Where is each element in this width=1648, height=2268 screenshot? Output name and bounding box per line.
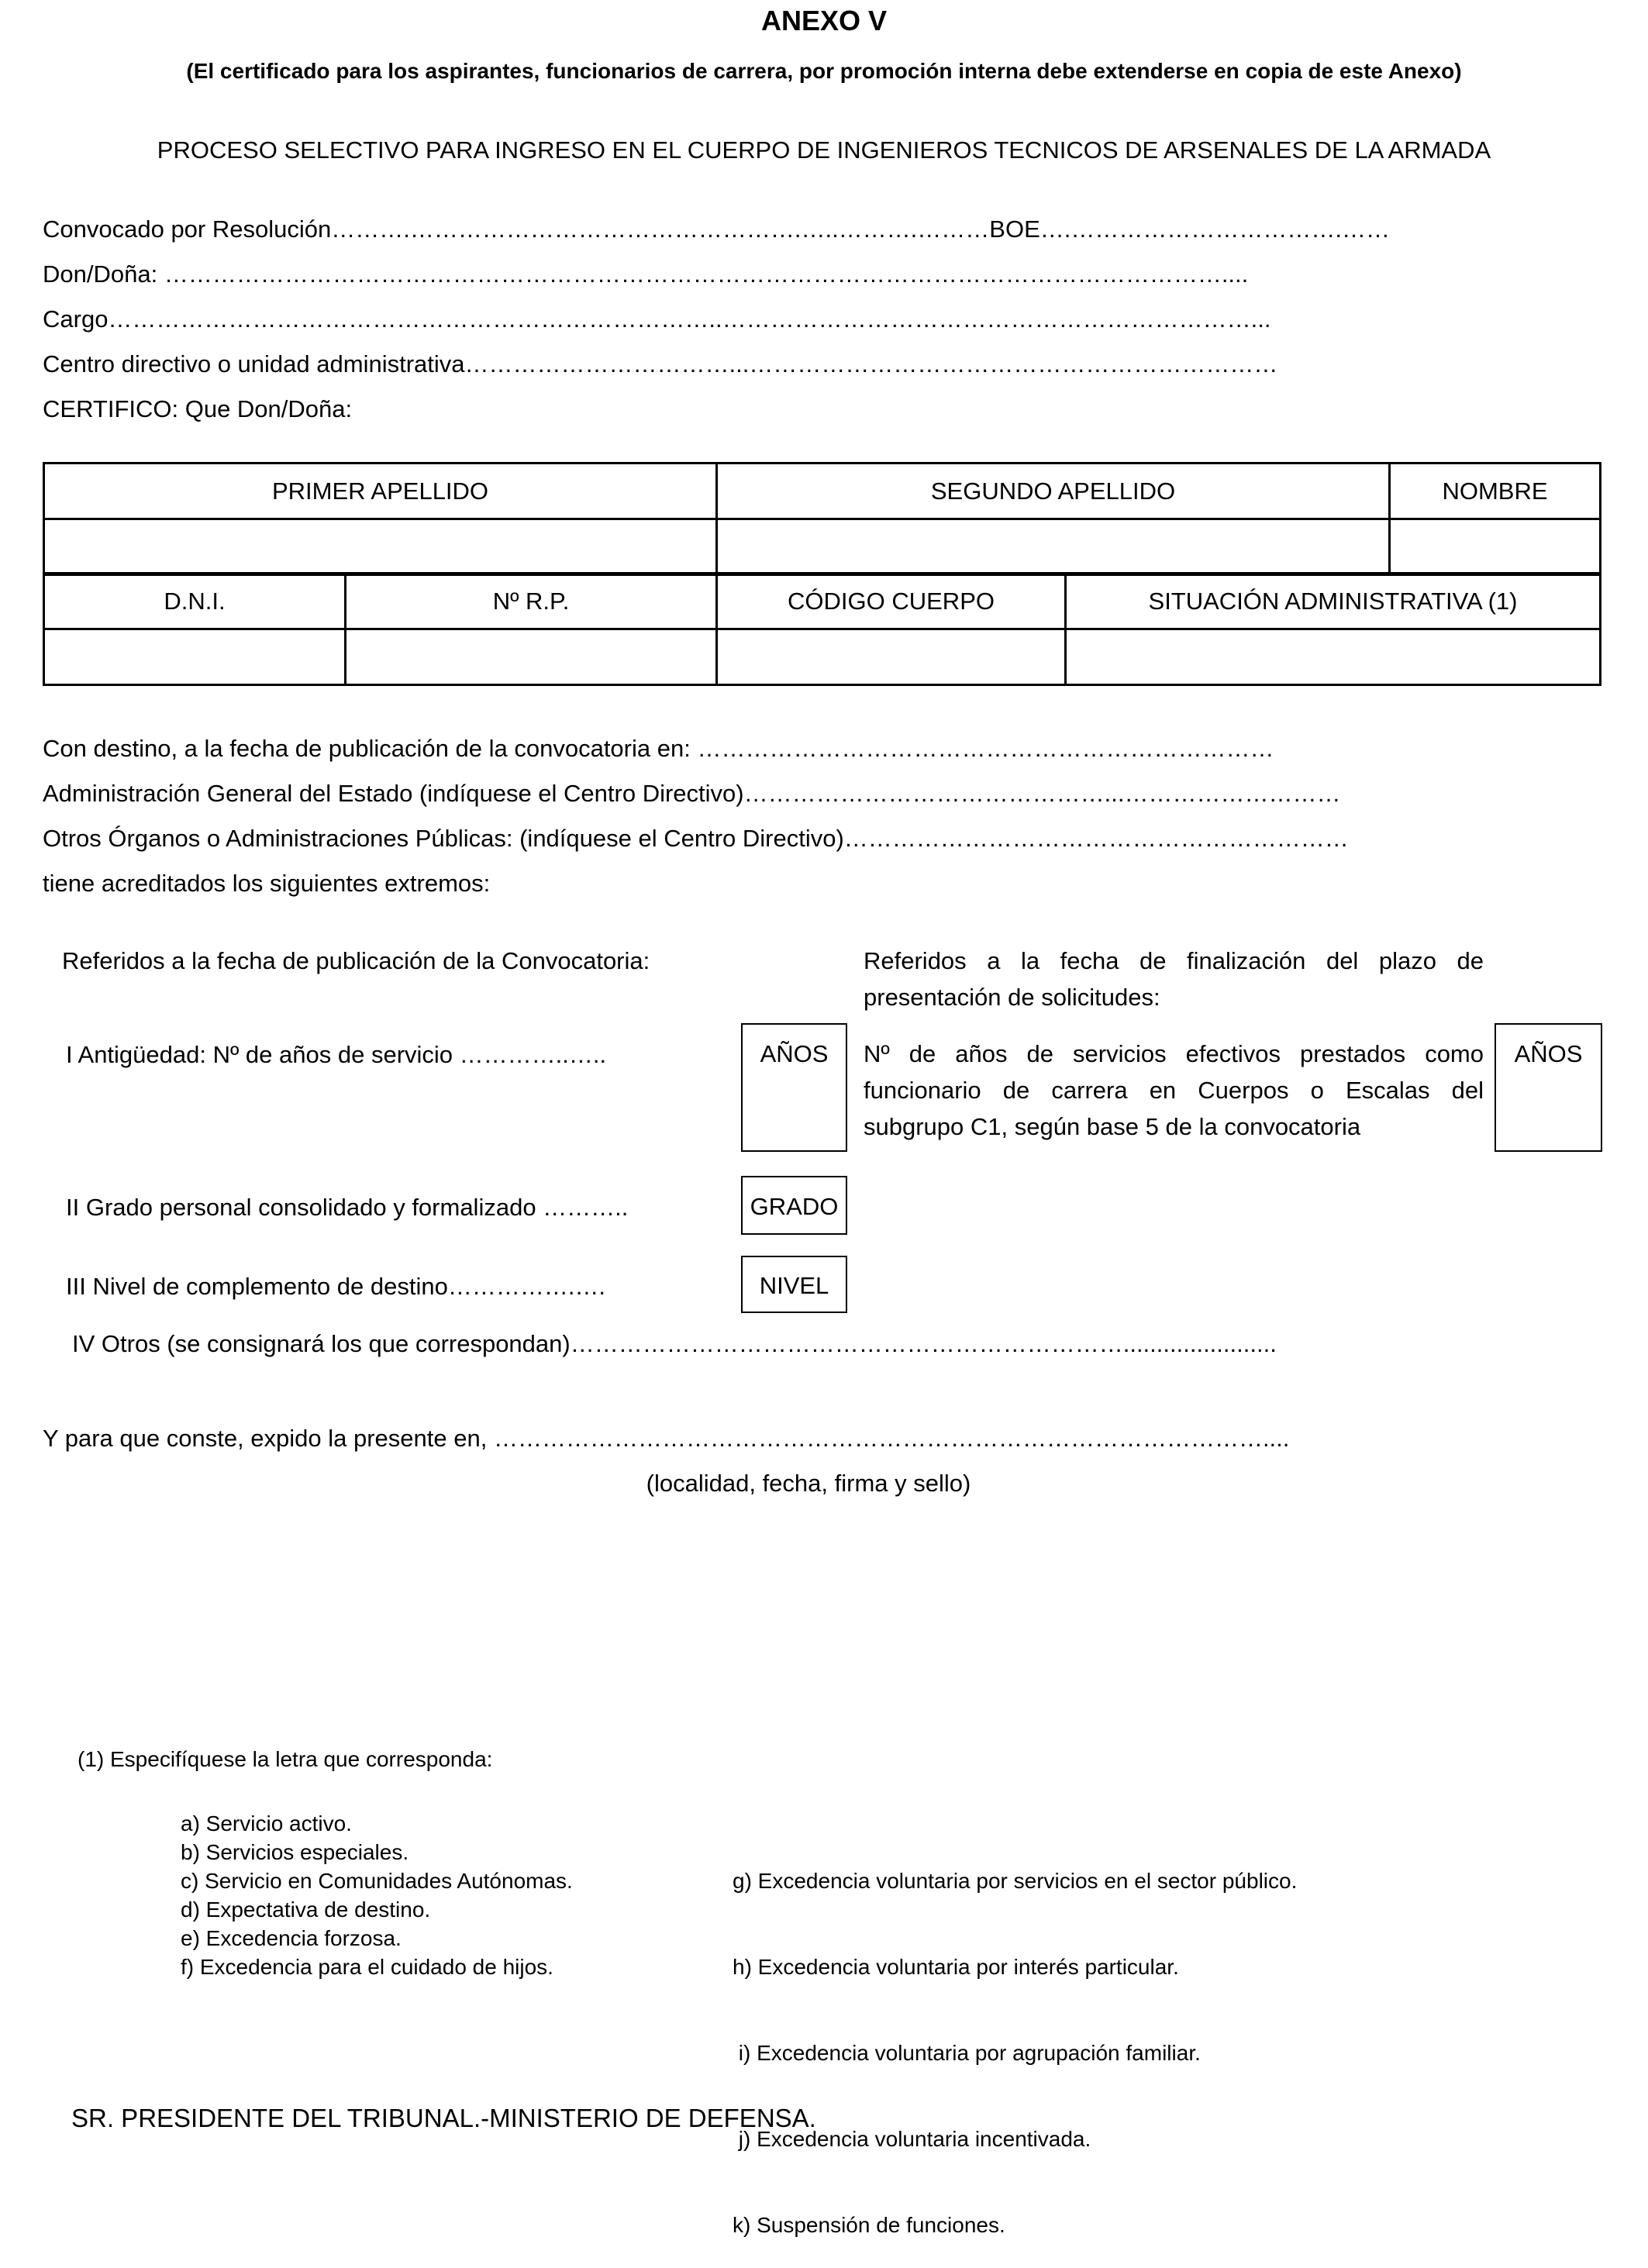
nivel-label: III Nivel de complemento de destino…………….…. — [66, 1273, 606, 1300]
note-item: e) Excedencia forzosa. — [181, 1926, 402, 1950]
right-heading: Referidos a la fecha de finalización del plazo de presentación de solicitudes: — [864, 947, 1484, 1011]
note-item: j) Excedencia voluntaria incentivada. — [733, 2127, 1091, 2151]
process-title: PROCESO SELECTIVO PARA INGRESO EN EL CUERPO DE INGENIEROS TECNICOS DE ARSENALES DE LA ARMADA — [157, 136, 1491, 164]
certifico-label: CERTIFICO: Que Don/Doña: — [43, 395, 353, 422]
localidad-fecha-firma-label: (localidad, fecha, firma y sello) — [646, 1470, 971, 1497]
anos-box-left[interactable]: AÑOS — [741, 1023, 847, 1152]
servicios-efectivos-text: Nº de años de servicios efectivos prestados como funcionario de carrera en Cuerpos o Escalas del subgrupo C1, según base 5 de la convocatoria — [864, 1040, 1484, 1140]
note-item: b) Servicios especiales. — [181, 1840, 409, 1864]
otros-organos-line[interactable]: Otros Órganos o Administraciones Públicas: (indíquese el Centro Directivo)……………………………………………………… — [43, 825, 1349, 852]
destino-line[interactable]: Con destino, a la fecha de publicación de la convocatoria en: ……………………………………………………………… — [43, 735, 1274, 762]
acreditados-label: tiene acreditados los siguientes extremos: — [43, 870, 491, 897]
cell-nrp[interactable] — [346, 629, 717, 685]
header-situacion-administrativa: SITUACIÓN ADMINISTRATIVA (1) — [1066, 574, 1601, 629]
don-dona-field[interactable]: Don/Doña: …………………………………………………………………………………………………………………….... — [43, 260, 1249, 288]
cell-situacion-administrativa[interactable] — [1066, 629, 1601, 685]
document-subtitle: (El certificado para los aspirantes, funcionarios de carrera, por promoción interna debe extenderse en copia de este Anexo) — [186, 59, 1462, 83]
notes-left-list — [181, 1809, 573, 1981]
header-primer-apellido: PRIMER APELLIDO — [44, 464, 717, 519]
anos-box-right[interactable]: AÑOS — [1495, 1023, 1602, 1152]
cell-primer-apellido[interactable] — [44, 519, 717, 575]
cargo-field[interactable]: Cargo…………………………………………………………………..…………………………………………………………... — [43, 305, 1271, 333]
header-dni: D.N.I. — [44, 574, 346, 629]
note-item: g) Excedencia voluntaria por servicios en el sector público. — [733, 1869, 1298, 1893]
cell-nombre[interactable] — [1390, 519, 1601, 575]
note-item: a) Servicio activo. — [181, 1811, 352, 1835]
cell-dni[interactable] — [44, 629, 346, 685]
notes-right-list — [733, 1809, 1297, 2268]
age-centro-line[interactable]: Administración General del Estado (indíquese el Centro Directivo)………………………………………...……………………… — [43, 780, 1341, 807]
note-item: h) Excedencia voluntaria por interés particular. — [733, 1955, 1179, 1979]
grado-box[interactable]: GRADO — [741, 1176, 847, 1235]
grado-label: II Grado personal consolidado y formalizado ……….. — [66, 1194, 629, 1221]
note-item: f) Excedencia para el cuidado de hijos. — [181, 1955, 553, 1979]
document-title: ANEXO V — [760, 5, 888, 36]
note-item: c) Servicio en Comunidades Autónomas. — [181, 1869, 573, 1893]
convocado-field[interactable]: Convocado por Resolución……….………………………………………….…..……….………BOE….…………………………….…… — [43, 215, 1390, 243]
header-nombre: NOMBRE — [1390, 464, 1601, 519]
header-nrp: Nº R.P. — [346, 574, 717, 629]
cell-segundo-apellido[interactable] — [717, 519, 1390, 575]
header-segundo-apellido: SEGUNDO APELLIDO — [717, 464, 1390, 519]
identity-table-top — [43, 462, 1601, 576]
otros-line[interactable]: IV Otros (se consignará los que correspondan)……………………………………………………………....................... — [72, 1330, 1277, 1357]
header-codigo-cuerpo: CÓDIGO CUERPO — [717, 574, 1066, 629]
notes-heading: (1) Especifíquese la letra que corresponda: — [78, 1747, 493, 1771]
expido-line[interactable]: Y para que conste, expido la presente en, …………………………………………………………………………………….... — [43, 1425, 1290, 1452]
identity-table-bottom — [43, 572, 1601, 686]
centro-directivo-field[interactable]: Centro directivo o unidad administrativa……………………………...………………………………………………………… — [43, 350, 1278, 377]
note-item: d) Expectativa de destino. — [181, 1897, 431, 1922]
nivel-box[interactable]: NIVEL — [741, 1256, 847, 1313]
addressee: SR. PRESIDENTE DEL TRIBUNAL.-MINISTERIO DE DEFENSA. — [71, 2104, 816, 2132]
cell-codigo-cuerpo[interactable] — [717, 629, 1066, 685]
left-heading: Referidos a la fecha de publicación de la Convocatoria: — [62, 947, 650, 974]
note-item: i) Excedencia voluntaria por agrupación familiar. — [733, 2041, 1201, 2065]
antiguedad-label: I Antigüedad: Nº de años de servicio …………..….. — [66, 1041, 607, 1068]
note-item: k) Suspensión de funciones. — [733, 2213, 1005, 2237]
